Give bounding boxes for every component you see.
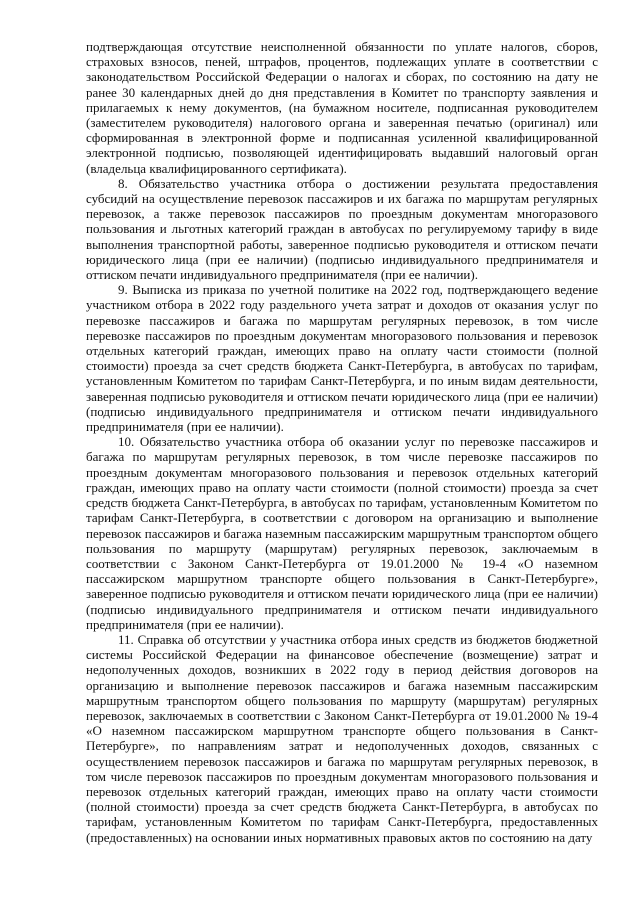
paragraph-item-8: 8. Обязательство участника отбора о достижении результата предоставления субсидий на осуществление перевозок пассажиров и их багажа по маршрутам регулярных перевозок, а также перевозок пассажиров по проездным документам многоразового пользования и льготных категорий граждан в автобусах по регулируемому тарифу в виде выполнения транспортной работы, заверенное подписью руководителя и оттиском печати юридического лица (при ее наличии) (подписью индивидуального предпринимателя и оттиском печати индивидуального предпринимателя (при ее наличии). <box>86 175 598 283</box>
paragraph-item-9: 9. Выписка из приказа по учетной политике на 2022 год, подтверждающего ведение участником отбора в 2022 году раздельного учета затрат и доходов от оказания услуг по перевозке пассажиров и багажа по маршрутам регулярных перевозок, в том числе перевозке пассажиров по проездным документам многоразового пользования и перевозок отдельных категорий граждан, имеющих право на оплату части стоимости (полной стоимости) проезда за счет средств бюджета Санкт-Петербурга, в автобусах по тарифам, установленным Комитетом по тарифам Санкт-Петербурга, и по иным видам деятельности, заверенная подписью руководителя и оттиском печати юридического лица (при ее наличии) (подписью индивидуального предпринимателя и оттиском печати индивидуального предпринимателя (при ее наличии). <box>86 282 598 435</box>
paragraph-continuation: подтверждающая отсутствие неисполненной обязанности по уплате налогов, сборов, страховых взносов, пеней, штрафов, процентов, подлежащих уплате в соответствии с законодательством Российской Федерации о налогах и сборах, по состоянию на дату не ранее 30 календарных дней до дня представления в Комитет по транспорту заявления и прилагаемых к нему документов, (на бумажном носителе, подписанная руководителем (заместителем руководителя) налогового органа и заверенная печатью (оригинал) или сформированная в электронной форме и подписанная усиленной квалифицированной электронной подписью, позволяющей идентифицировать выдавший налоговый орган (владельца квалифицированного сертификата). <box>86 39 598 176</box>
document-body <box>86 39 598 845</box>
paragraph-item-11: 11. Справка об отсутствии у участника отбора иных средств из бюджетов бюджетной системы Российской Федерации на финансовое обеспечение (возмещение) затрат и недополученных доходов, возникших в 2022 году в период действия договоров на организацию и выполнение перевозок пассажиров и багажа наземным пассажирским маршрутным транспортом общего пользования по маршруту (маршрутам) регулярных перевозок, заключаемых в соответствии с Законом Санкт-Петербурга от 19.01.2000 № 19-4 «О наземном пассажирском маршрутном транспорте общего пользования в Санкт-Петербурге», по направлениям затрат и недополученных доходов, связанных с осуществлением перевозок пассажиров и багажа по маршрутам регулярных перевозок, в том числе перевозок пассажиров по проездным документам многоразового пользования и перевозок отдельных категорий граждан, имеющих право на оплату части стоимости (полной стоимости) проезда за счет средств бюджета Санкт-Петербурга, в автобусах по тарифам, установленным Комитетом по тарифам Санкт-Петербурга, предоставленных (предоставленных) на основании иных нормативных правовых актов по состоянию на дату <box>86 631 598 845</box>
paragraph-item-10: 10. Обязательство участника отбора об оказании услуг по перевозке пассажиров и багажа по маршрутам регулярных перевозок, в том числе перевозке пассажиров по проездным документам многоразового пользования и перевозок отдельных категорий граждан, имеющих право на оплату части стоимости (полной стоимости) проезда за счет средств бюджета Санкт-Петербурга, в автобусах по тарифам, установленным Комитетом по тарифам Санкт-Петербурга, в соответствии с договором на организацию и выполнение перевозок пассажиров и багажа наземным пассажирским маршрутным транспортом общего пользования по маршруту (маршрутам) регулярных перевозок, заключаемым в соответствии с Законом Санкт-Петербурга от 19.01.2000 № 19-4 «О наземном пассажирском маршрутном транспорте общего пользования в Санкт-Петербурге», заверенное подписью руководителя и оттиском печати юридического лица (при ее наличии) (подписью индивидуального предпринимателя и оттиском печати индивидуального предпринимателя (при ее наличии). <box>86 434 598 632</box>
